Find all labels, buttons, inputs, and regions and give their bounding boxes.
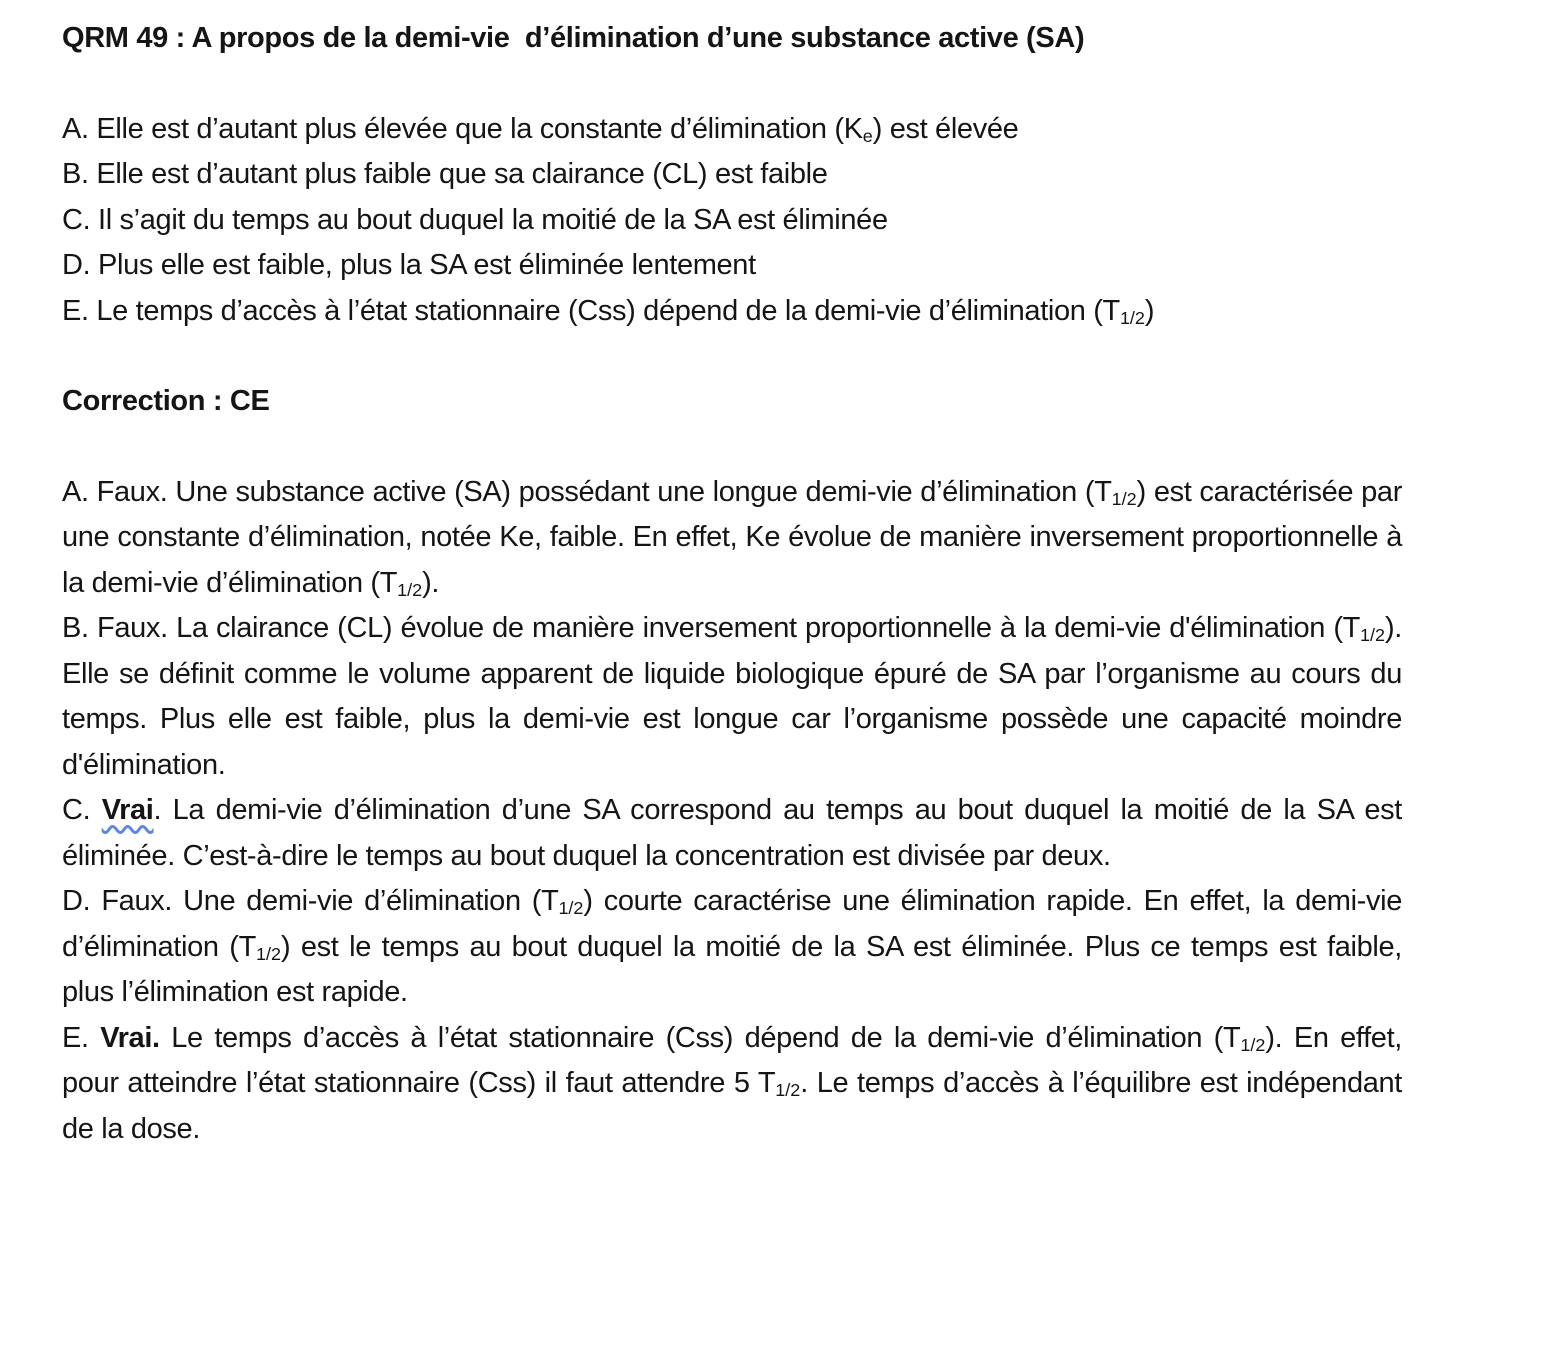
correction-heading: Correction : CE [62, 385, 270, 417]
correction-paragraph-b: B. Faux. La clairance (CL) évolue de manière inversement proportionnelle à la demi-vie d'élimination $(T_{1/2})$. Elle se définit comme le volume apparent de liquide biologique épuré de SA par l’organisme au cours du temps. Plus elle est faible, plus la demi-vie est longue car l’organisme possède une capacité moindre d'élimination. [62, 612, 1402, 781]
correction-paragraph-e: E. Vrai. Le temps d’accès à l’état stationnaire (Css) dépend de la demi-vie d’élimination $(T_{1/2})$. En effet, pour atteindre l’état stationnaire (Css) il faut attendre 5 $T_{1/2}$. Le temps d’accès à l’équilibre est indépendant de la dose. [62, 1021, 1403, 1145]
option-b: B. Elle est d’autant plus faible que sa clairance (CL) est faible [62, 158, 828, 190]
option-c: C. Il s’agit du temps au bout duquel la moitié de la SA est éliminée [62, 203, 888, 236]
option-e: E. Le temps d’accès à l’état stationnaire (Css) dépend de la demi-vie d’élimination $(T_{1/2})$ [62, 294, 1155, 328]
option-a: A. Elle est d’autant plus élevée que la constante d’élimination $(K_e)$ est élevée [62, 112, 1019, 146]
question-title: QRM 49 : A propos de la demi-vie d’élimination d’une substance active (SA) [62, 22, 1085, 54]
correction-paragraph-c: C. Vrai. La demi-vie d’élimination d’une SA correspond au temps au bout duquel la moitié de la SA est éliminée. C’est-à-dire le temps au bout duquel la concentration est divisée par deux. [62, 794, 1402, 872]
correction-paragraph-a: A. Faux. Une substance active (SA) possédant une longue demi-vie d’élimination $(T_{1/2})$ est caractérisée par une constante d’élimination, notée Ke, faible. En effet, Ke évolue de manière inversement proportionnelle à la demi-vie d’élimination $(T_{1/2})$. [62, 475, 1402, 600]
option-d: D. Plus elle est faible, plus la SA est éliminée lentement [62, 249, 756, 281]
correction-paragraph-d: D. Faux. Une demi-vie d’élimination $(T_{1/2})$ courte caractérise une élimination rapide. En effet, la demi-vie d’élimination $(T_{1/2})$ est le temps au bout duquel la moitié de la SA est éliminée. Plus ce temps est faible, plus l’élimination est rapide. [62, 885, 1402, 1008]
question-options [62, 107, 1402, 335]
correction-body [62, 470, 1402, 1153]
